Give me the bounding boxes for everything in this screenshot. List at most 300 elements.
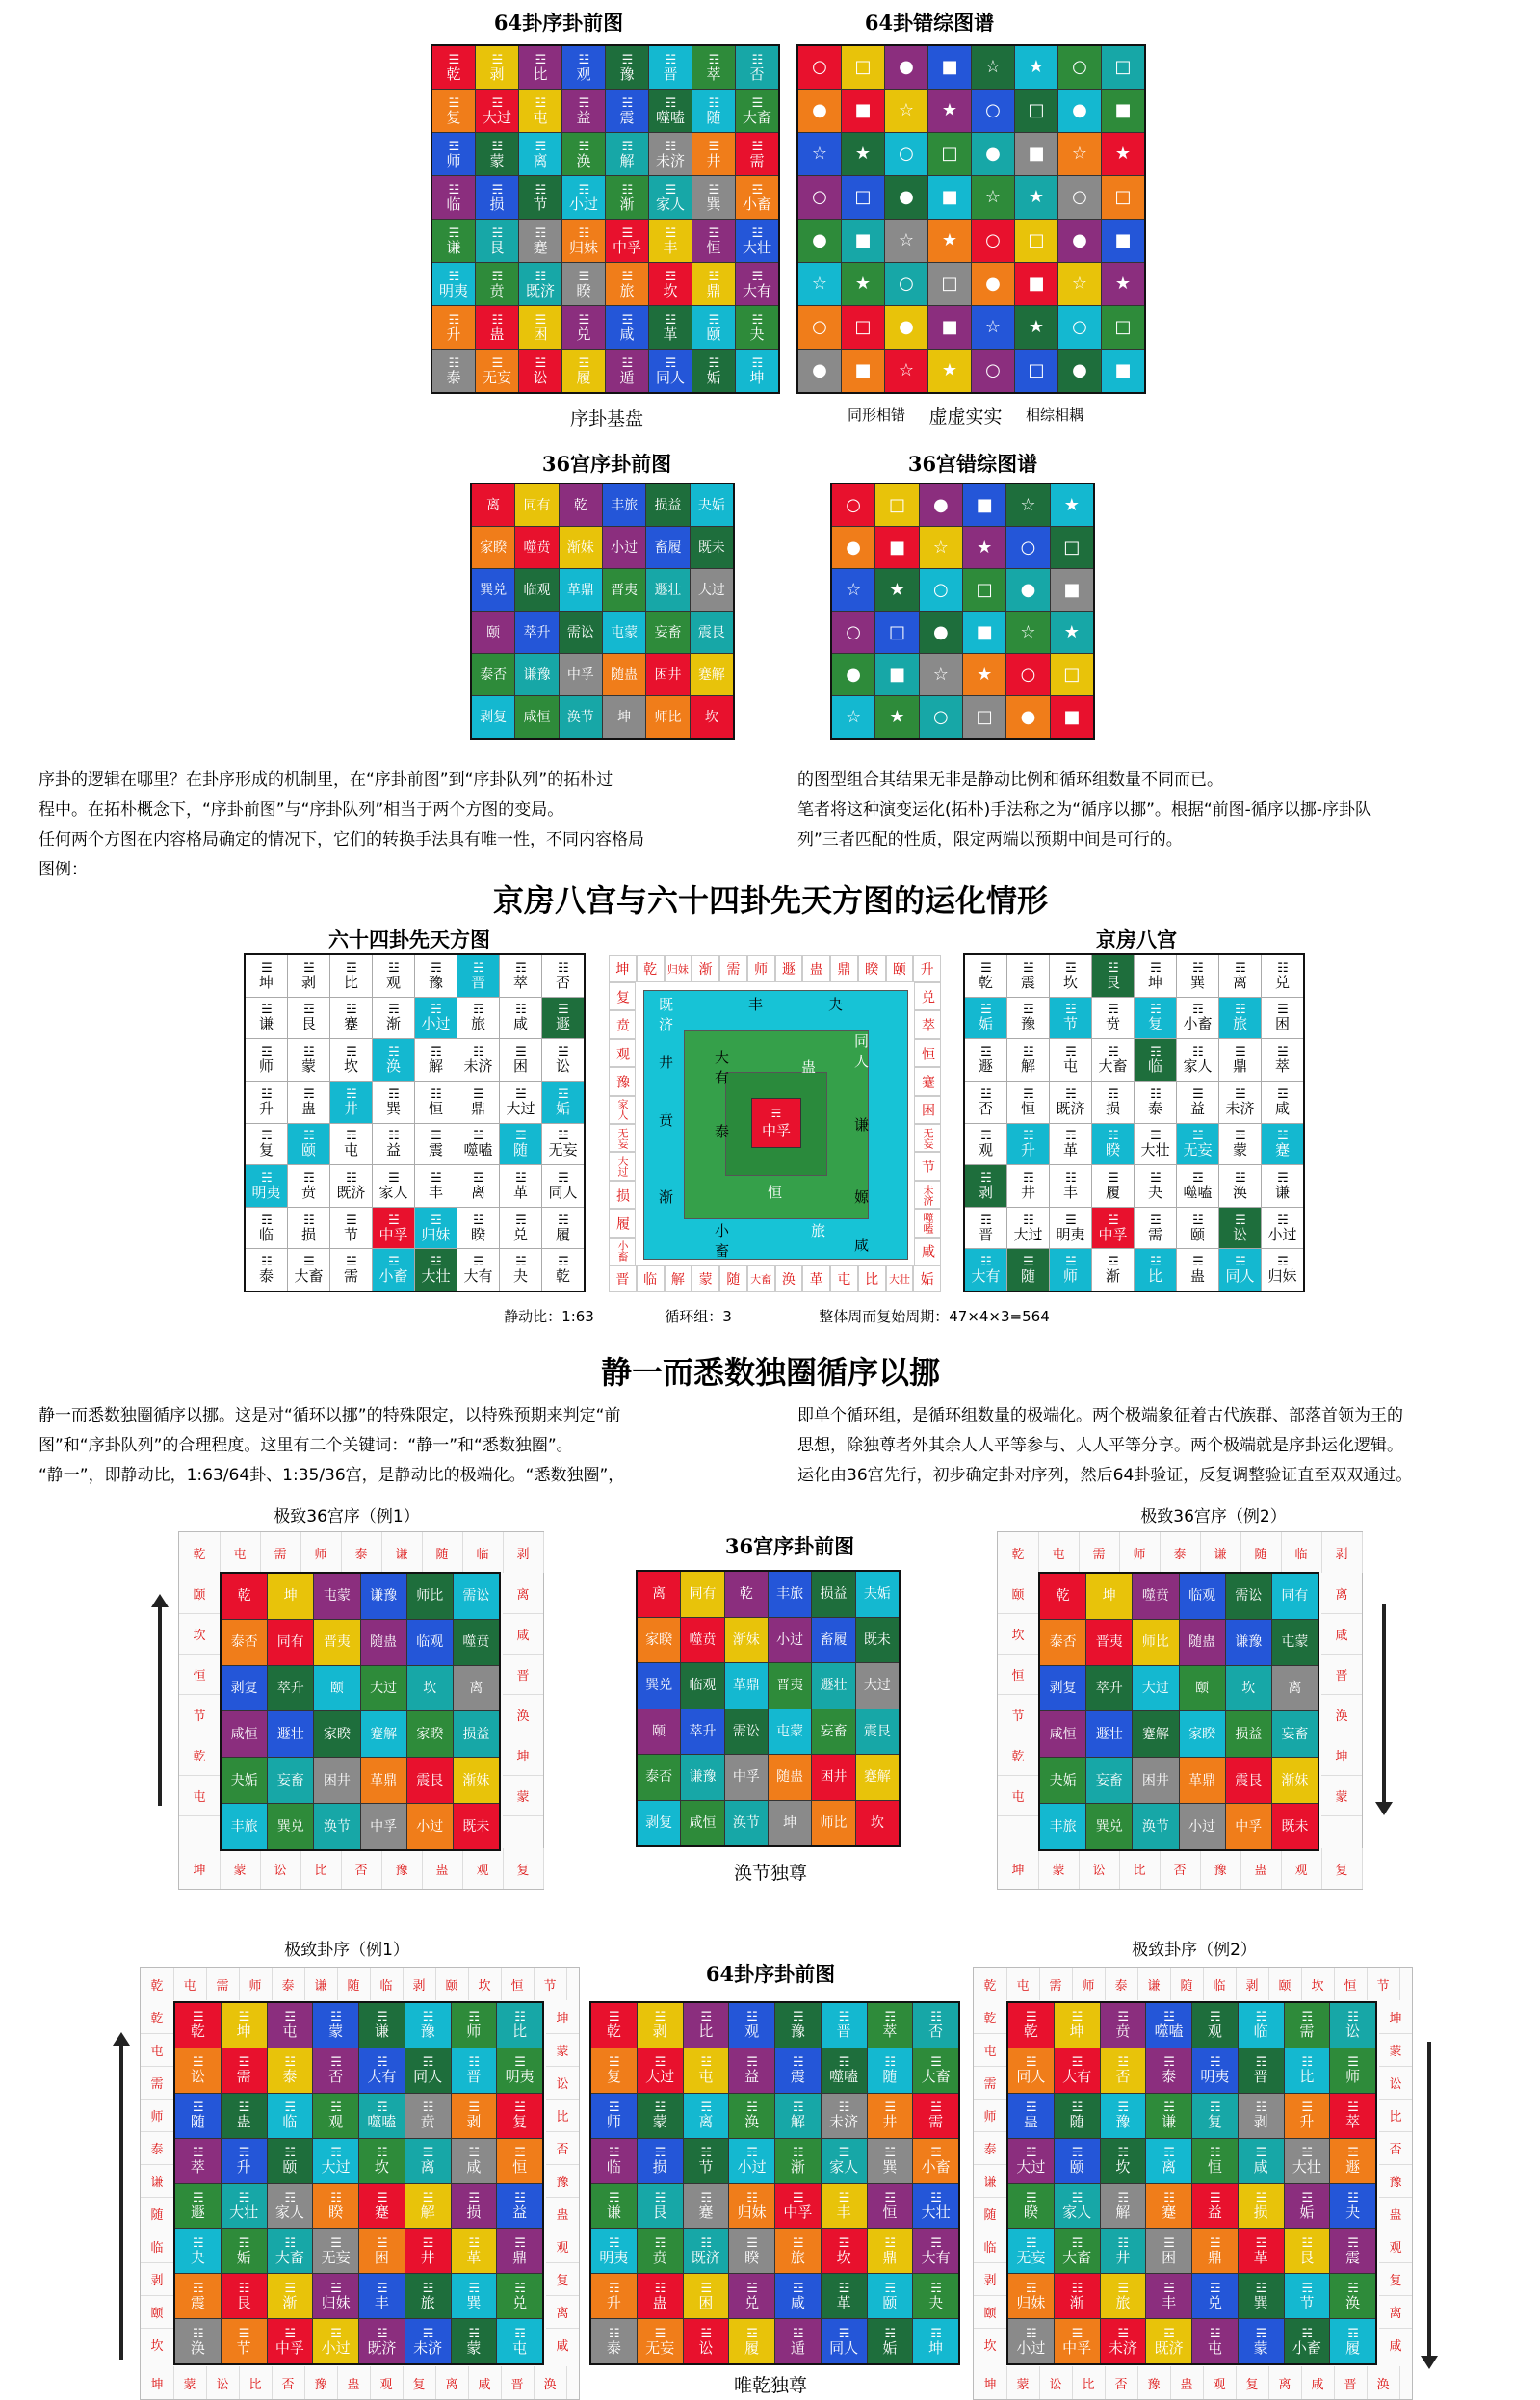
grid-cell [497,2184,542,2229]
hexagram-icon: ☴ [1026,2190,1036,2205]
rim-cell: 晋 [503,1654,543,1695]
hexagram-icon: ☲ [1023,1003,1033,1018]
cell-label: 困 [512,1057,528,1076]
grid-cell [1177,1124,1218,1165]
rim-cell: 涣 [534,2366,567,2399]
grid-cell [1272,1574,1318,1619]
cell-label: 需 [236,2068,251,2086]
cell-label: 丰 [428,1183,443,1201]
rim-cell: 需 [1079,1532,1120,1573]
grid-cell [1007,1039,1049,1081]
ring-label: 咸 [854,1237,870,1254]
hexagram-icon: ☳ [1150,1255,1161,1270]
hexagram-icon: ☵ [515,1255,526,1270]
cell-label: 蹇 [343,1015,358,1033]
grid-cell [1226,1574,1271,1619]
ring-label: 既济 [659,996,674,1033]
hexagram-icon: ☰ [746,2235,757,2251]
cell-label: 益 [1207,2203,1222,2221]
hexagram-icon: ☵ [1347,2281,1358,2296]
hexagram-icon: ☵ [491,225,503,241]
cell-label: 妄畜 [1281,1726,1309,1742]
cell-label: 渐 [385,1015,401,1033]
cell-label: 既未 [462,1818,490,1835]
rim-cell: 蒙 [1379,2033,1412,2067]
cell-label: 临观 [523,582,551,598]
grid-cell [1219,1208,1261,1249]
cell-label: 履 [1105,1183,1120,1201]
cell-label: 咸恒 [523,709,551,725]
cell-label: 小过 [568,195,598,213]
hexagram-icon: ☵ [193,2235,203,2251]
paragraph2-left: 静一而悉数独圈循序以挪。这是对“循环以挪”的特殊限定，以特殊预期来判定“前 图”和“序卦队列”的合理程度。这里有二个关键词：“静一”和“悉数独圈”。 “静一”，即静动比，1:63/64卦、1:35/36宫，是静动比的极端化。“悉数独圈”， [39,1406,625,1485]
hexagram-icon: ☰ [884,2100,896,2116]
rim-cell: 谦 [1200,1532,1241,1573]
hexagram-icon: ☳ [1065,1003,1076,1018]
cell-label: 师 [446,151,461,170]
cell-label: 困井 [1141,1772,1169,1788]
ring-cell: 大过 [609,1152,636,1180]
hexagram-icon: ☷ [1192,1045,1203,1060]
title-36-front: 36宫序卦前图 [541,452,672,476]
symbol-cell: ★ [928,220,971,262]
hexagram-icon: ☷ [621,182,633,197]
hexagram-icon: ☲ [1301,2190,1313,2205]
grid-cell [775,2184,821,2229]
cell-label: 大畜 [742,108,771,126]
rim-cell: 乾 [179,1735,220,1776]
grid-cell [691,696,733,738]
rim-cell: 否 [1379,2131,1412,2165]
rim-cell: 需 [260,1532,301,1573]
hexagram-icon: ☱ [193,2055,203,2071]
grid-cell [1330,2274,1375,2318]
grid-cell [361,1711,406,1757]
hexagram-icon: ☱ [793,2235,803,2251]
grid-cell [1008,2319,1054,2363]
hexagram-icon: ☶ [838,2055,849,2071]
hexagram-icon: ☳ [515,1170,526,1186]
cell-label: 涣 [190,2338,205,2357]
rim-cell: 师 [239,1968,273,2000]
symbol-cell: ● [885,46,927,89]
cell-label: 蛊 [652,2293,667,2311]
hexagram-icon: ☲ [1117,2010,1129,2025]
grid-cell [268,2184,313,2229]
hexagram-icon: ☲ [1150,1213,1161,1228]
hexagram-icon: ☶ [700,2190,712,2205]
symbol-cell: ■ [1051,569,1093,611]
cell-label: 未济 [463,1057,493,1076]
cell-label: 革 [663,325,678,343]
hexagram-icon: ☰ [238,2326,249,2341]
cell-label: 小过 [1188,1818,1216,1835]
title-ex64-1: 极致卦序（例1） [284,1941,409,1960]
ring-cell: 节 [914,1152,941,1180]
grid-cell [638,2184,683,2229]
rim-cell: 蛊 [422,1848,463,1889]
symbol-cell: ★ [928,350,971,392]
hexagram-icon: ☳ [930,2190,941,2205]
cell-label: 夬姤 [697,497,725,513]
grid-cell [288,955,329,997]
hexagram-icon: ☲ [793,2281,803,2296]
grid-cell [542,1165,584,1207]
cell-label: 遯壮 [1095,1726,1123,1742]
rim-cell: 涣 [503,1694,543,1735]
hexagram-icon: ☶ [558,1255,568,1270]
ring-cell: 颐 [886,955,914,982]
grid-cell [1226,1758,1271,1803]
grid-cell [246,998,287,1039]
grid-cell [457,1082,499,1123]
cell-label: 艮 [489,238,505,256]
cell-label: 睽 [1023,2203,1038,2221]
grid-cell [330,1039,372,1081]
grid-cell [1262,955,1303,997]
cell-label: 既济 [367,2338,397,2357]
cell-label: 蛊 [300,1099,316,1117]
symbol-cell: ○ [832,612,874,653]
grid-cell [649,133,692,175]
grid-cell [684,2094,729,2138]
cell-label: 临 [1253,2022,1268,2041]
rim-cell: 谦 [974,2164,1006,2198]
cell-label: 蹇 [698,2203,714,2221]
hexagram-icon: ☴ [431,960,441,976]
grid-cell [1055,2319,1100,2363]
grid-cell [1239,2139,1284,2183]
symbol-cell: □ [928,133,971,175]
grid-cell [692,350,735,392]
cell-label: 谦豫 [370,1588,398,1604]
hexagram-icon: ☶ [621,139,633,154]
grid-cell [638,1709,680,1755]
grid-cell [1135,1039,1176,1081]
grid-cell [684,2229,729,2273]
cell-label: 大过 [1016,2158,1046,2177]
grid-cell [692,46,735,89]
grid-cell [405,2274,451,2318]
cell-label: 谦豫 [689,1769,717,1786]
grid-cell [1007,1165,1049,1207]
grid-cell [1146,2139,1191,2183]
hexagram-icon: ☲ [884,2190,896,2205]
hexagram-icon: ☱ [884,2146,896,2161]
cell-label: 大过 [1141,1681,1169,1697]
cell-label: 艮 [1105,973,1120,991]
caption-tongxing: 同形相错 [847,406,905,424]
rim-cell: 坎 [974,2328,1006,2361]
cell-label: 需讼 [566,624,594,640]
hexagram-icon: ☶ [1150,1045,1161,1060]
hexagram-icon: ☴ [1277,1170,1288,1186]
rim-cell: 观 [1203,2366,1237,2399]
cell-label: 未济 [655,151,685,170]
ring-cell: 升 [913,955,941,982]
heading-jingyi: 静一而悉数独圈循序以挪 [600,1354,940,1391]
cell-label: 同人 [413,2068,443,2086]
hexagram-icon: ☶ [377,2100,387,2116]
cell-label: 比 [1299,2068,1315,2086]
cell-label: 屯 [282,2022,298,2041]
title-jingfang: 京房八宫 [1096,927,1177,952]
symbol-cell: ○ [972,220,1014,262]
rim-cell: 剥 [503,1532,544,1573]
grid-cell [591,2229,637,2273]
grid-cell [775,2003,821,2048]
grid-cell [1040,1574,1085,1619]
cell-label: 大有 [367,2068,397,2086]
rim-cell: 颐 [1268,1968,1302,2000]
hexagram-icon: ☶ [1255,2055,1266,2071]
cell-label: 涣 [576,151,591,170]
hexagram-icon: ☱ [431,1170,441,1186]
hexagram-icon: ☴ [473,1255,483,1270]
symbol-cell: ■ [1102,350,1144,392]
cell-label: 大有 [921,2248,951,2266]
rim-cell: 复 [403,2366,436,2399]
grid-cell [562,133,605,175]
hexagram-icon: ☲ [665,269,676,284]
cell-label: 随 [190,2113,205,2131]
grid-cell [1285,2048,1330,2093]
grid-xiantian [244,953,586,1292]
rim-cell: 离 [1321,1573,1362,1614]
rim-cell: 颐 [435,1968,469,2000]
symbol-cell: ★ [1051,484,1093,526]
grid-cell [330,1124,372,1165]
hexagram-icon: ☳ [1117,2055,1129,2071]
hexagram-icon: ☰ [261,960,272,976]
title-ex36-2: 极致36宫序（例2） [1140,1507,1287,1526]
grid-cell [454,1666,499,1711]
cell-label: 小过 [416,1818,444,1835]
grid-cell [1008,2094,1054,2138]
cell-label: 小畜 [921,2158,951,2177]
grid-cell [691,484,733,526]
cell-label: 妄畜 [1095,1772,1123,1788]
cell-label: 节 [698,2158,714,2177]
cell-label: 噬嗑 [463,1141,493,1160]
hexagram-icon: ☶ [303,1170,314,1186]
grid-cell [359,2094,405,2138]
cell-label: 恒 [512,2158,528,2177]
grid-cell [268,2003,313,2048]
grid-cell [407,1711,453,1757]
hexagram-icon: ☵ [609,2235,619,2251]
cell-label: 谦豫 [523,666,551,683]
grid-cell [1008,2139,1054,2183]
grid-ex36-2 [1038,1572,1319,1851]
grid-cell [684,2184,729,2229]
hexagram-icon: ☷ [1071,2281,1083,2296]
cell-label: 无妄 [548,1141,578,1160]
grid-cell [268,1574,313,1619]
cell-label: 遁 [619,368,635,386]
rim-cell: 蒙 [1038,1848,1080,1889]
hexagram-icon: ☷ [654,2281,666,2296]
hexagram-icon: ☵ [930,2281,941,2296]
rim-cell: 屯 [179,1775,220,1816]
cell-label: 家人 [274,2203,304,2221]
rim-cell: 坤 [546,2000,579,2034]
ring-cell: 随 [719,1265,747,1292]
cell-label: 蹇解 [370,1726,398,1742]
hexagram-icon: ☱ [1255,2190,1266,2205]
rim-cell: 乾 [141,2000,173,2034]
cell-label: 屯 [1207,2338,1222,2357]
cell-label: 困 [698,2293,714,2311]
grid-cell [1285,2184,1330,2229]
ring-diagram [609,955,941,1292]
hexagram-icon: ☲ [535,52,546,67]
cell-label: 蹇解 [863,1769,891,1786]
grid-cell [646,612,689,653]
grid-cell [1262,1124,1303,1165]
grid-cell [736,46,778,89]
rim-cell: 乾 [974,1968,1007,2000]
cell-label: 妄畜 [654,624,682,640]
grid-cell [606,263,648,305]
hexagram-icon: ☷ [535,269,546,284]
grid-cell [729,2048,774,2093]
symbol-cell: ☆ [832,569,874,611]
cell-label: 需讼 [462,1588,490,1604]
hexagram-icon: ☵ [654,2190,666,2205]
cell-label: 渐 [1105,1267,1120,1286]
grid-cell [472,527,514,568]
cell-label: 丰 [1062,1183,1078,1201]
hexagram-icon: ☴ [1235,1213,1245,1228]
grid-cell [175,2139,221,2183]
grid-cell [500,1082,541,1123]
cell-label: 恒 [428,1099,443,1117]
cell-label: 噬贲 [689,1631,717,1648]
grid-cell [1101,2274,1146,2318]
hexagram-icon: ☷ [1117,2235,1129,2251]
grid-cell [606,90,648,132]
cell-label: 比 [343,973,358,991]
cell-label: 涣 [1232,1183,1247,1201]
rim-cell: 师 [300,1532,342,1573]
hexagram-icon: ☳ [578,52,589,67]
hexagram-icon: ☰ [535,312,546,327]
grid-cell [1050,1165,1091,1207]
hexagram-icon: ☵ [665,52,676,67]
cell-label: 姤 [1299,2203,1315,2221]
cell-label: 益 [512,2203,528,2221]
rim-cell: 观 [1281,1848,1322,1889]
rim-cell: 蒙 [546,2033,579,2067]
cell-label: 大有 [742,281,771,300]
hexagram-icon: ☴ [1192,1255,1203,1270]
cell-label: 解 [1115,2203,1131,2221]
hexagram-icon: ☲ [330,2326,341,2341]
cell-label: 萃 [190,2158,205,2177]
hexagram-icon: ☳ [1347,2190,1358,2205]
hexagram-icon: ☲ [422,2235,433,2251]
grid-cell [1239,2094,1284,2138]
cell-label: 蹇 [374,2203,389,2221]
cell-label: 蒙 [328,2022,344,2041]
symbol-cell: ☆ [885,350,927,392]
hexagram-icon: ☰ [1277,1003,1288,1018]
grid-cell [432,90,475,132]
cell-label: 坎 [374,2158,389,2177]
cell-label: 豫 [619,65,635,83]
grid-cell [646,527,689,568]
grid-cell [1180,1666,1225,1711]
grid-cell [822,2003,867,2048]
hexagram-icon: ☱ [388,1213,399,1228]
grid-cell [1219,1249,1261,1291]
rim-cell: 节 [534,1968,567,2000]
grid-cell [1055,2003,1100,2048]
hexagram-icon: ☵ [284,2146,296,2161]
cell-label: 临 [606,2158,621,2177]
hexagram-icon: ☷ [1026,2326,1036,2341]
cell-label: 坎 [704,709,718,725]
cell-label: 否 [328,2068,344,2086]
grid-cell [288,1208,329,1249]
hexagram-icon: ☶ [1065,1129,1076,1144]
cell-label: 蒙 [1232,1141,1247,1160]
hexagram-icon: ☷ [468,2055,480,2071]
grid-cell [1055,2274,1100,2318]
cell-label: 旅 [790,2248,805,2266]
cell-label: 归妹 [321,2293,351,2311]
cell-label: 晋夷 [611,582,639,598]
grid-cell [775,2274,821,2318]
hexagram-icon: ☵ [1026,2235,1036,2251]
hexagram-icon: ☵ [708,355,719,371]
cell-label: 中孚 [370,1818,398,1835]
grid-cell [1101,2319,1146,2363]
arrow-down-2 [1427,2042,1431,2360]
rim-cell: 泰 [1105,1968,1138,2000]
grid-cell [1177,1082,1218,1123]
grid-cell [415,1165,457,1207]
grid-cell [1007,1082,1049,1123]
rim-cell: 观 [1379,2230,1412,2263]
hexagram-icon: ☳ [261,1086,272,1102]
ring-cell: 咸 [914,1238,941,1265]
cell-label: 损 [466,2203,482,2221]
grid-cell [1219,1039,1261,1081]
grid-cell [1272,1804,1318,1849]
ring-cell: 家人 [609,1096,636,1124]
symbol-cell: ■ [963,484,1005,526]
grid-cell [775,2229,821,2273]
hexagram-icon: ☴ [654,2146,666,2161]
rim-cell: 乾 [998,1532,1039,1573]
grid-cell [1226,1666,1271,1711]
hexagram-icon: ☰ [303,1255,314,1270]
cell-label: 明夷 [1200,2068,1230,2086]
symbol-cell: ■ [842,90,884,132]
symbol-cell: ● [920,484,962,526]
rim-cell: 讼 [1379,2066,1412,2100]
grid-cell [457,1039,499,1081]
symbol-cell: ★ [1102,133,1144,175]
rim-cell: 涣 [1367,2366,1400,2399]
hexagram-icon: ☶ [238,2235,249,2251]
cell-label: 鼎 [882,2248,898,2266]
hexagram-icon: ☶ [515,960,526,976]
rim-cell: 剥 [1236,1968,1269,2000]
hexagram-icon: ☴ [468,2281,480,2296]
